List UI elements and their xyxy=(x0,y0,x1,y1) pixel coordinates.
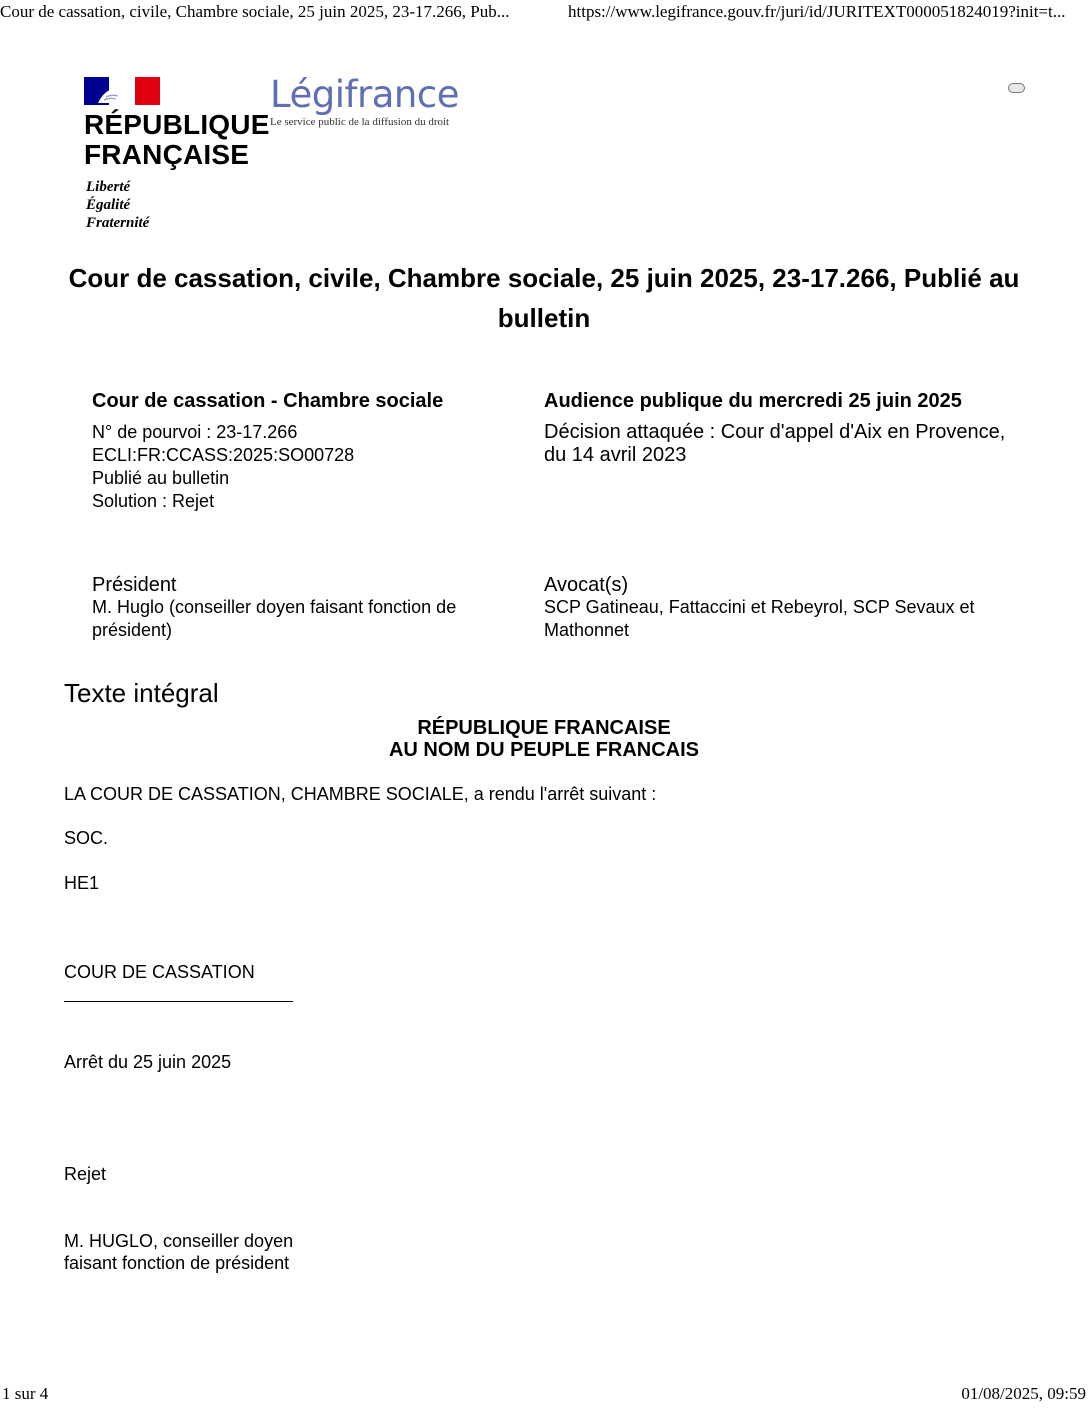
case-code: HE1 xyxy=(64,873,100,893)
cour-de-cassation-label: COUR DE CASSATION xyxy=(64,962,255,982)
rejet-label: Rejet xyxy=(64,1164,107,1184)
divider-line xyxy=(64,1001,293,1002)
president-signature: M. HUGLO, conseiller doyen faisant fonction de président xyxy=(64,1231,294,1273)
ecli-code: ECLI:FR:CCASS:2025:SO00728 xyxy=(92,445,355,465)
avocats-info xyxy=(544,574,1014,642)
page-number: 1 sur 4 xyxy=(2,1384,49,1403)
marianne-logo-icon xyxy=(84,77,160,105)
republique-motto: Liberté Égalité Fraternité xyxy=(86,179,150,231)
toggle-pill-icon[interactable] xyxy=(1008,83,1025,93)
print-header xyxy=(0,0,1088,24)
president-value: M. Huglo (conseiller doyen faisant fonction de président) xyxy=(92,597,457,640)
texte-integral-heading: Texte intégral xyxy=(64,678,219,708)
republique-header: RÉPUBLIQUE FRANCAISE AU NOM DU PEUPLE FRANCAIS xyxy=(388,717,699,761)
legifrance-logo[interactable] xyxy=(270,73,459,128)
chamber-code: SOC. xyxy=(64,828,109,848)
intro-paragraph: LA COUR DE CASSATION, CHAMBRE SOCIALE, a rendu l'arrêt suivant : xyxy=(64,784,657,804)
print-header-title: Cour de cassation, civile, Chambre sociale, 25 juin 2025, 23-17.266, Pub... xyxy=(0,2,510,21)
audience-date: Audience publique du mercredi 25 juin 2025 xyxy=(544,390,962,412)
court-name: Cour de cassation - Chambre sociale xyxy=(92,390,444,412)
print-datetime: 01/08/2025, 09:59 xyxy=(961,1384,1086,1403)
audience-info xyxy=(544,389,1014,467)
print-header-url[interactable]: https://www.legifrance.gouv.fr/juri/id/JURITEXT000051824019?init=t... xyxy=(568,2,1066,21)
print-footer xyxy=(0,1382,1088,1408)
solution: Solution : Rejet xyxy=(92,491,215,511)
avocats-value: SCP Gatineau, Fattaccini et Rebeyrol, SCP Sevaux et Mathonnet xyxy=(544,597,975,640)
decision-attaquee: Décision attaquée : Cour d'appel d'Aix en Provence, du 14 avril 2023 xyxy=(544,421,1006,466)
republique-francaise-wordmark: RÉPUBLIQUE FRANÇAISE xyxy=(84,109,270,170)
legifrance-tagline: Le service public de la diffusion du droit xyxy=(270,116,450,128)
president-info xyxy=(92,574,492,642)
avocats-label: Avocat(s) xyxy=(544,574,629,596)
publication-status: Publié au bulletin xyxy=(92,468,230,488)
pourvoi-number: N° de pourvoi : 23-17.266 xyxy=(92,422,298,442)
court-info xyxy=(92,389,492,513)
page-title: Cour de cassation, civile, Chambre sociale, 25 juin 2025, 23-17.266, Publié au bulletin xyxy=(68,263,1020,333)
legifrance-wordmark: Légifrance xyxy=(270,73,459,116)
president-label: Président xyxy=(92,574,177,596)
arret-date: Arrêt du 25 juin 2025 xyxy=(64,1052,232,1072)
